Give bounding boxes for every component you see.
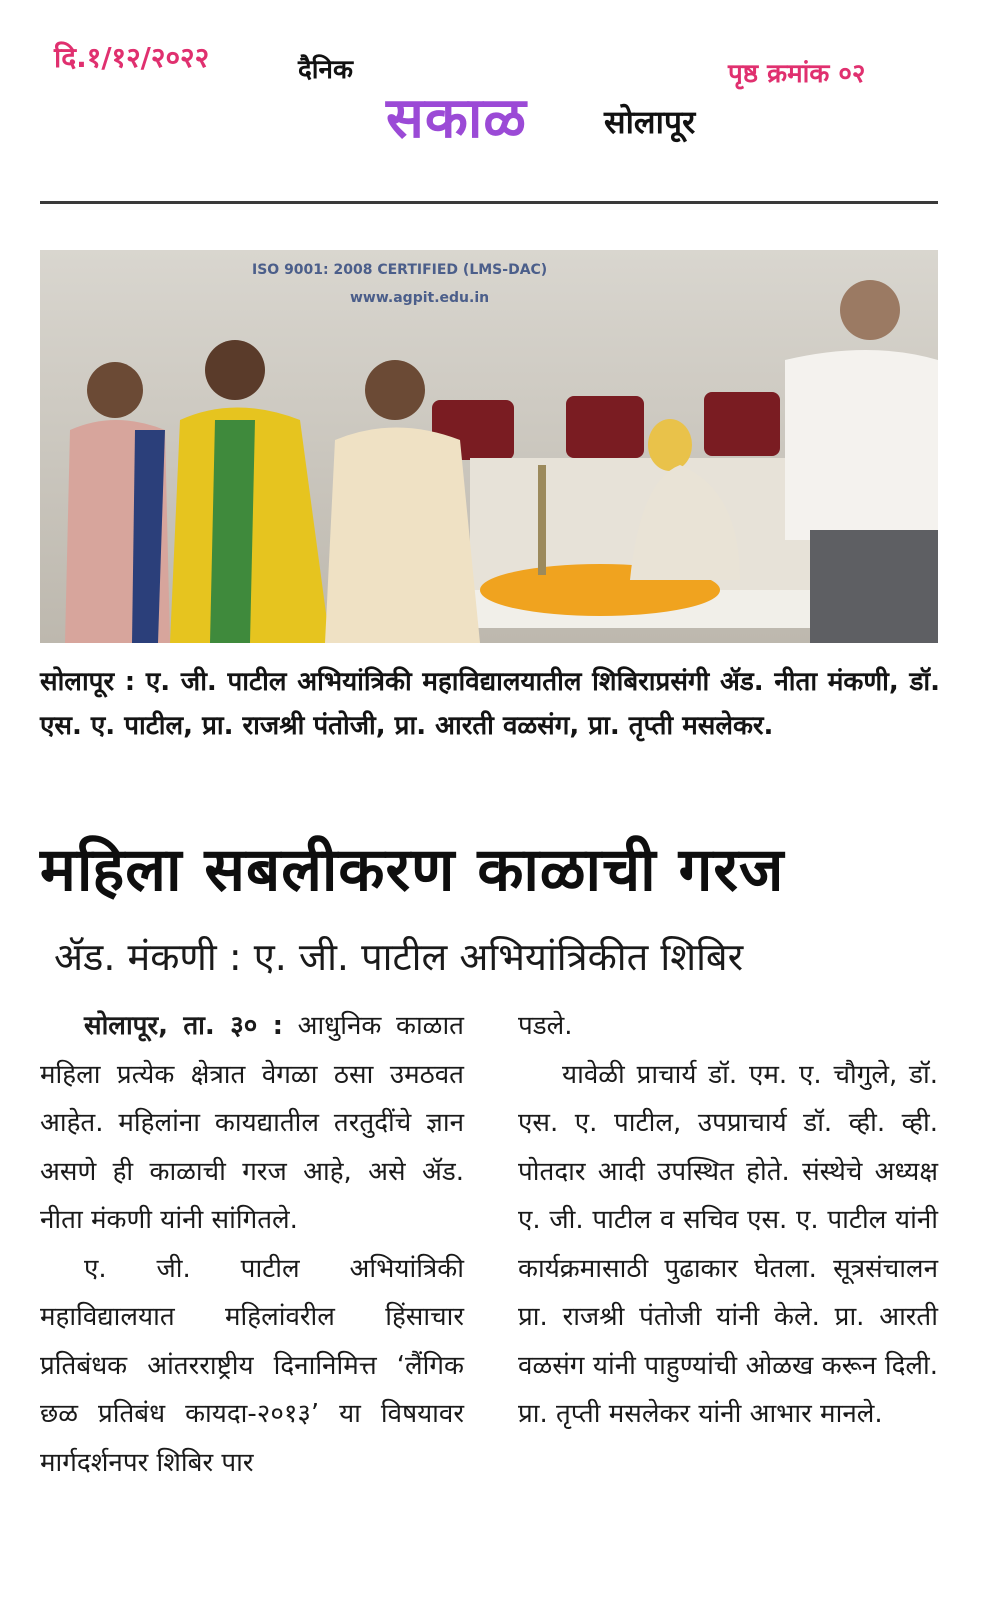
page-number: पृष्ठ क्रमांक ०२ xyxy=(728,59,866,89)
paragraph-text: आधुनिक काळात महिला प्रत्येक क्षेत्रात वेगळा ठसा उमठवत आहेत. महिलांना कायद्यातील तरतुदींचे ज्ञान असणे ही काळाची गरज आहे, असे ॲड. नीता मंकणी यांनी सांगितले. xyxy=(40,1011,464,1235)
event-photo-illustration xyxy=(40,250,938,643)
idol-head xyxy=(648,419,692,471)
newspaper-logo: सकाळ xyxy=(386,86,527,151)
lamp-stand xyxy=(538,465,546,575)
masthead-divider xyxy=(40,201,938,204)
chair xyxy=(704,392,780,456)
chair xyxy=(566,396,644,458)
edition-label: दैनिक xyxy=(298,55,353,85)
news-photo xyxy=(40,250,938,643)
article-paragraph: यावेळी प्राचार्य डॉ. एम. ए. चौगुले, डॉ. एस. ए. पाटील, उपप्राचार्य डॉ. व्ही. व्ही. पोतदार आदी उपस्थित होते. संस्थेचे अध्यक्ष ए. जी. पाटील व सचिव एस. ए. पाटील यांनी कार्यक्रमासाठी पुढाकार घेतला. सूत्रसंचालन प्रा. राजश्री पंतोजी यांनी केले. प्रा. आरती वळसंग यांनी पाहुण्यांची ओळख करून दिली. प्रा. तृप्ती मसलेकर यांनी आभार मानले. xyxy=(518,1059,938,1429)
banner-certification-text: ISO 9001: 2008 CERTIFIED (LMS-DAC) xyxy=(252,262,548,278)
dateline: सोलापूर, ता. ३० : xyxy=(84,1011,284,1041)
article-column-left xyxy=(40,1002,464,1487)
person-4 xyxy=(785,350,938,540)
article-paragraph-continued: पडले. xyxy=(518,1011,573,1041)
article-headline: महिला सबलीकरण काळाची गरज xyxy=(40,835,785,905)
article-paragraph: ए. जी. पाटील अभियांत्रिकी महाविद्यालयात महिलांवरील हिंसाचार प्रतिबंधक आंतरराष्ट्रीय दिनानिमित्त ‘लैंगिक छळ प्रतिबंध कायदा-२०१३’ या विषयावर मार्गदर्शनपर शिबिर पार xyxy=(40,1253,464,1478)
banner-website-text: www.agpit.edu.in xyxy=(350,290,490,306)
article-column-right xyxy=(518,1002,938,1439)
article-paragraph xyxy=(40,1002,464,1245)
publication-date: दि.१/१२/२०२२ xyxy=(54,41,210,74)
photo-caption: सोलापूर : ए. जी. पाटील अभियांत्रिकी महाविद्यालयातील शिबिराप्रसंगी ॲड. नीता मंकणी, डॉ. एस. ए. पाटील, प्रा. राजश्री पंतोजी, प्रा. आरती वळसंग, प्रा. तृप्ती मसलेकर. xyxy=(40,667,940,741)
person-3 xyxy=(325,428,480,644)
article-subheadline: ॲड. मंकणी : ए. जी. पाटील अभियांत्रिकीत शिबिर xyxy=(54,935,744,979)
edition-city: सोलापूर xyxy=(604,103,696,141)
